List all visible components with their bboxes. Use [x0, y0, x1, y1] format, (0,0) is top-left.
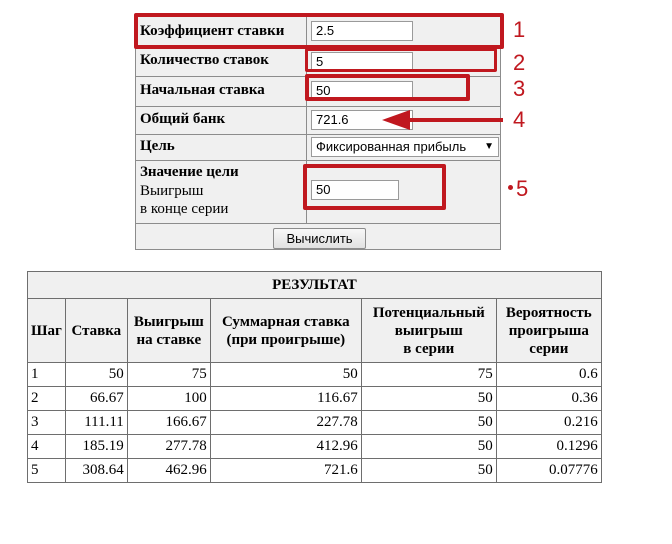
- goal-value-sublabel-1: Выигрыш: [140, 183, 204, 199]
- header-bet: Ставка: [65, 299, 127, 363]
- table-row: [28, 363, 602, 387]
- form-row-goal: [136, 135, 500, 161]
- table-cell: 50: [361, 459, 496, 483]
- annotation-number-5: 5: [516, 176, 529, 201]
- table-cell: 75: [127, 363, 210, 387]
- table-cell: 0.36: [496, 387, 601, 411]
- goal-select-value: Фиксированная прибыль: [316, 139, 467, 154]
- table-cell: 50: [65, 363, 127, 387]
- result-table: [27, 271, 602, 483]
- table-cell: 0.6: [496, 363, 601, 387]
- initial-bet-input[interactable]: 50: [311, 81, 413, 101]
- table-cell: 50: [210, 363, 361, 387]
- header-step: Шаг: [28, 299, 66, 363]
- initial-bet-label: Начальная ставка: [140, 82, 265, 98]
- result-title: РЕЗУЛЬТАТ: [28, 272, 602, 299]
- table-cell: 5: [28, 459, 66, 483]
- result-table-body: [28, 363, 602, 483]
- header-loss-probability: Вероятность проигрыша серии: [496, 299, 601, 363]
- goal-value-sublabel-2: в конце серии: [140, 201, 229, 217]
- annotation-box-1: [134, 13, 504, 49]
- annotation-arrow-icon: [380, 108, 504, 132]
- table-cell: 0.216: [496, 411, 601, 435]
- header-win-on-bet: Выигрыш на ставке: [127, 299, 210, 363]
- table-cell: 111.11: [65, 411, 127, 435]
- table-cell: 100: [127, 387, 210, 411]
- goal-label: Цель: [140, 138, 175, 154]
- bet-count-input[interactable]: 5: [311, 52, 413, 72]
- table-row: [28, 459, 602, 483]
- table-row: [28, 411, 602, 435]
- table-cell: 4: [28, 435, 66, 459]
- table-cell: 227.78: [210, 411, 361, 435]
- table-cell: 308.64: [65, 459, 127, 483]
- annotation-number-4: 4: [513, 107, 526, 132]
- header-total-bet: Суммарная ставка (при проигрыше): [210, 299, 361, 363]
- goal-select[interactable]: [311, 137, 499, 157]
- annotation-number-2: 2: [513, 50, 526, 75]
- table-cell: 0.07776: [496, 459, 601, 483]
- coefficient-input[interactable]: 2.5: [311, 21, 413, 41]
- annotation-dot: [508, 185, 513, 190]
- goal-value-label: Значение цели: [140, 164, 239, 180]
- coefficient-label: Коэффициент ставки: [140, 23, 285, 39]
- header-potential-win: Потенциальный выигрыш в серии: [361, 299, 496, 363]
- table-cell: 75: [361, 363, 496, 387]
- bank-label: Общий банк: [140, 111, 226, 127]
- bet-count-label: Количество ставок: [140, 52, 269, 68]
- calculate-button[interactable]: Вычислить: [273, 228, 366, 249]
- table-cell: 0.1296: [496, 435, 601, 459]
- dropdown-arrow-icon: ▼: [484, 141, 494, 152]
- bank-input[interactable]: 721.6: [311, 110, 413, 130]
- table-cell: 50: [361, 411, 496, 435]
- table-cell: 166.67: [127, 411, 210, 435]
- table-cell: 462.96: [127, 459, 210, 483]
- table-cell: 185.19: [65, 435, 127, 459]
- table-cell: 721.6: [210, 459, 361, 483]
- table-cell: 412.96: [210, 435, 361, 459]
- table-cell: 66.67: [65, 387, 127, 411]
- annotation-box-3: [305, 74, 470, 101]
- annotation-box-5: [303, 164, 446, 210]
- table-row: [28, 387, 602, 411]
- annotation-box-2: [305, 48, 497, 72]
- table-cell: 50: [361, 435, 496, 459]
- table-cell: 2: [28, 387, 66, 411]
- table-row: [28, 435, 602, 459]
- table-cell: 1: [28, 363, 66, 387]
- table-cell: 116.67: [210, 387, 361, 411]
- table-cell: 277.78: [127, 435, 210, 459]
- annotation-number-1: 1: [513, 17, 526, 42]
- table-cell: 50: [361, 387, 496, 411]
- goal-value-input[interactable]: 50: [311, 180, 399, 200]
- annotation-number-3: 3: [513, 76, 526, 101]
- table-cell: 3: [28, 411, 66, 435]
